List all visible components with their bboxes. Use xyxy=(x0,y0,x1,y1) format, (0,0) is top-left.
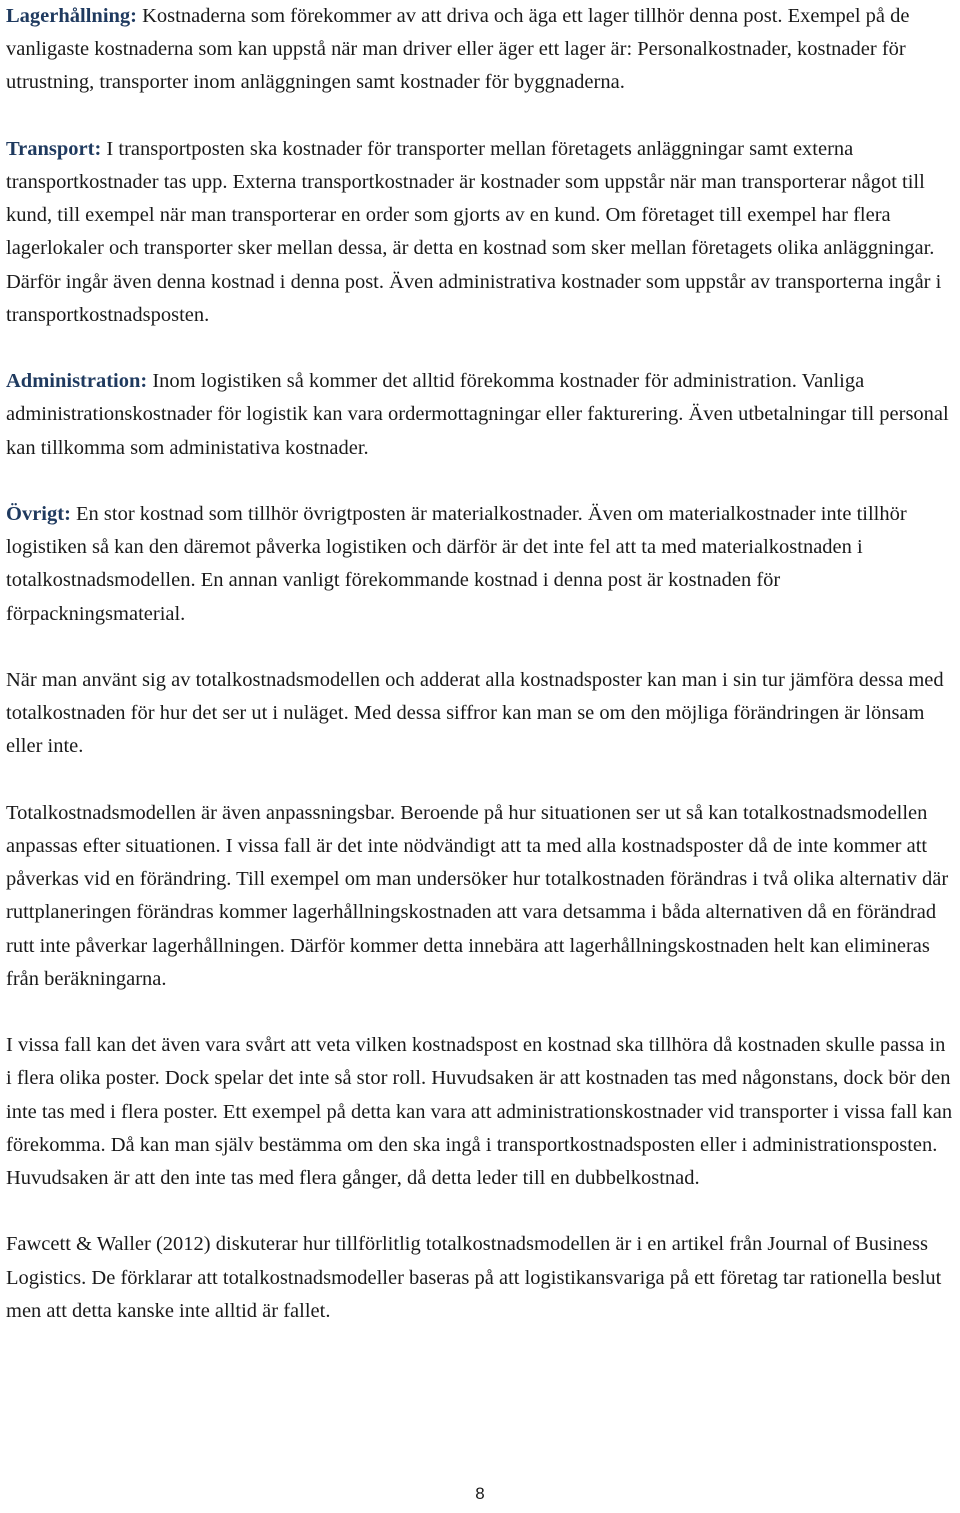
paragraph-cost-allocation: I vissa fall kan det även vara svårt att veta vilken kostnadspost en kostnad ska tillhöra då kostnaden skulle passa in i flera olika poster. Dock spelar det inte så stor roll. Huvudsaken är att kostnaden tas med någonstans, dock bör den inte tas med i flera poster. Ett exempel på detta kan vara att administrationskostnader vid transporter i vissa fall kan förekomma. Då kan man själv bestämma om den ska ingå i transportkostnadsposten eller i administrationsposten. Huvudsaken är att den inte tas med flera gånger, då detta leder till en dubbelkostnad. xyxy=(6,1034,953,1190)
paragraph-ovrigt xyxy=(6,498,954,631)
heading-lagerhallning: Lagerhållning: xyxy=(6,5,137,27)
paragraph-comparison: När man använt sig av totalkostnadsmodellen och adderat alla kostnadsposter kan man i sin tur jämföra dessa med totalkostnaden för hur det ser ut i nuläget. Med dessa siffror kan man se om den möjliga förändringen är lönsam eller inte. xyxy=(6,669,944,758)
text-lagerhallning: Kostnaderna som förekommer av att driva och äga ett lager tillhör denna post. Exempel på de vanligaste kostnaderna som kan uppstå när man driver eller äger ett lager är: Personalkostnader, kostnader för utrustning, transporter inom anläggningen samt kostnader för byggnaderna. xyxy=(6,5,910,94)
heading-transport: Transport: xyxy=(6,137,102,160)
paragraph-adaptability: Totalkostnadsmodellen är även anpassningsbar. Beroende på hur situationen ser ut så kan totalkostnadsmodellen anpassas efter situationen. I vissa fall är det inte nödvändigt att ta med alla kostnadsposter då de inte kommer att påverkas vid en förändring. Till exempel om man undersöker hur totalkostnaden förändras i två olika alternativ där ruttplaneringen förändras kommer lagerhållningskostnaden att vara detsamma i båda alternativen då en förändrad rutt inte påverkar lagerhållningen. Därför kommer detta innebära att lagerhållningskostnaden helt kan elimineras från beräkningarna. xyxy=(6,801,949,990)
text-administration: Inom logistiken så kommer det alltid förekomma kostnader för administration. Vanliga administrationskostnader för logistik kan vara ordermottagningar eller fakturering. Även utbetalningar till personal kan tillkomma som administativa kostnader. xyxy=(6,370,949,459)
heading-administration: Administration: xyxy=(6,370,148,393)
document-body xyxy=(6,0,954,1361)
text-ovrigt: En stor kostnad som tillhör övrigtposten är materialkostnader. Även om materialkostnader inte tillhör logistiken så kan den däremot påverka logistiken och därför är det inte fel att ta med materialkostnaden i totalkostnadsmodellen. En annan vanligt förekommande kostnad i denna post är kostnaden för förpackningsmaterial. xyxy=(6,503,907,625)
heading-ovrigt: Övrigt: xyxy=(6,503,71,525)
text-transport: I transportposten ska kostnader för transporter mellan företagets anläggningar samt externa transportkostnader tas upp. Externa transportkostnader är kostnader som uppstår när man transporterar något till kund, till exempel när man transporterar en order som gjorts av en kund. Om företaget till exempel har flera lagerlokaler och transporter sker mellan dessa, är detta en kostnad som sker mellan företagets olika anläggningar. Därför ingår även denna kostnad i denna post. Även administrativa kostnader som uppstår av transporterna ingår i transportkostnadsposten. xyxy=(6,137,942,326)
paragraph-lagerhallning xyxy=(6,0,954,100)
paragraph-administration xyxy=(6,365,954,465)
paragraph-transport xyxy=(6,133,954,332)
paragraph-reliability: Fawcett & Waller (2012) diskuterar hur tillförlitlig totalkostnadsmodellen är i en artikel från Journal of Business Logistics. De förklarar att totalkostnadsmodeller baseras på att logistikansvariga på ett företag tar rationella beslut men att detta kanske inte alltid är fallet. xyxy=(6,1233,942,1322)
page-number: 8 xyxy=(475,1484,485,1503)
